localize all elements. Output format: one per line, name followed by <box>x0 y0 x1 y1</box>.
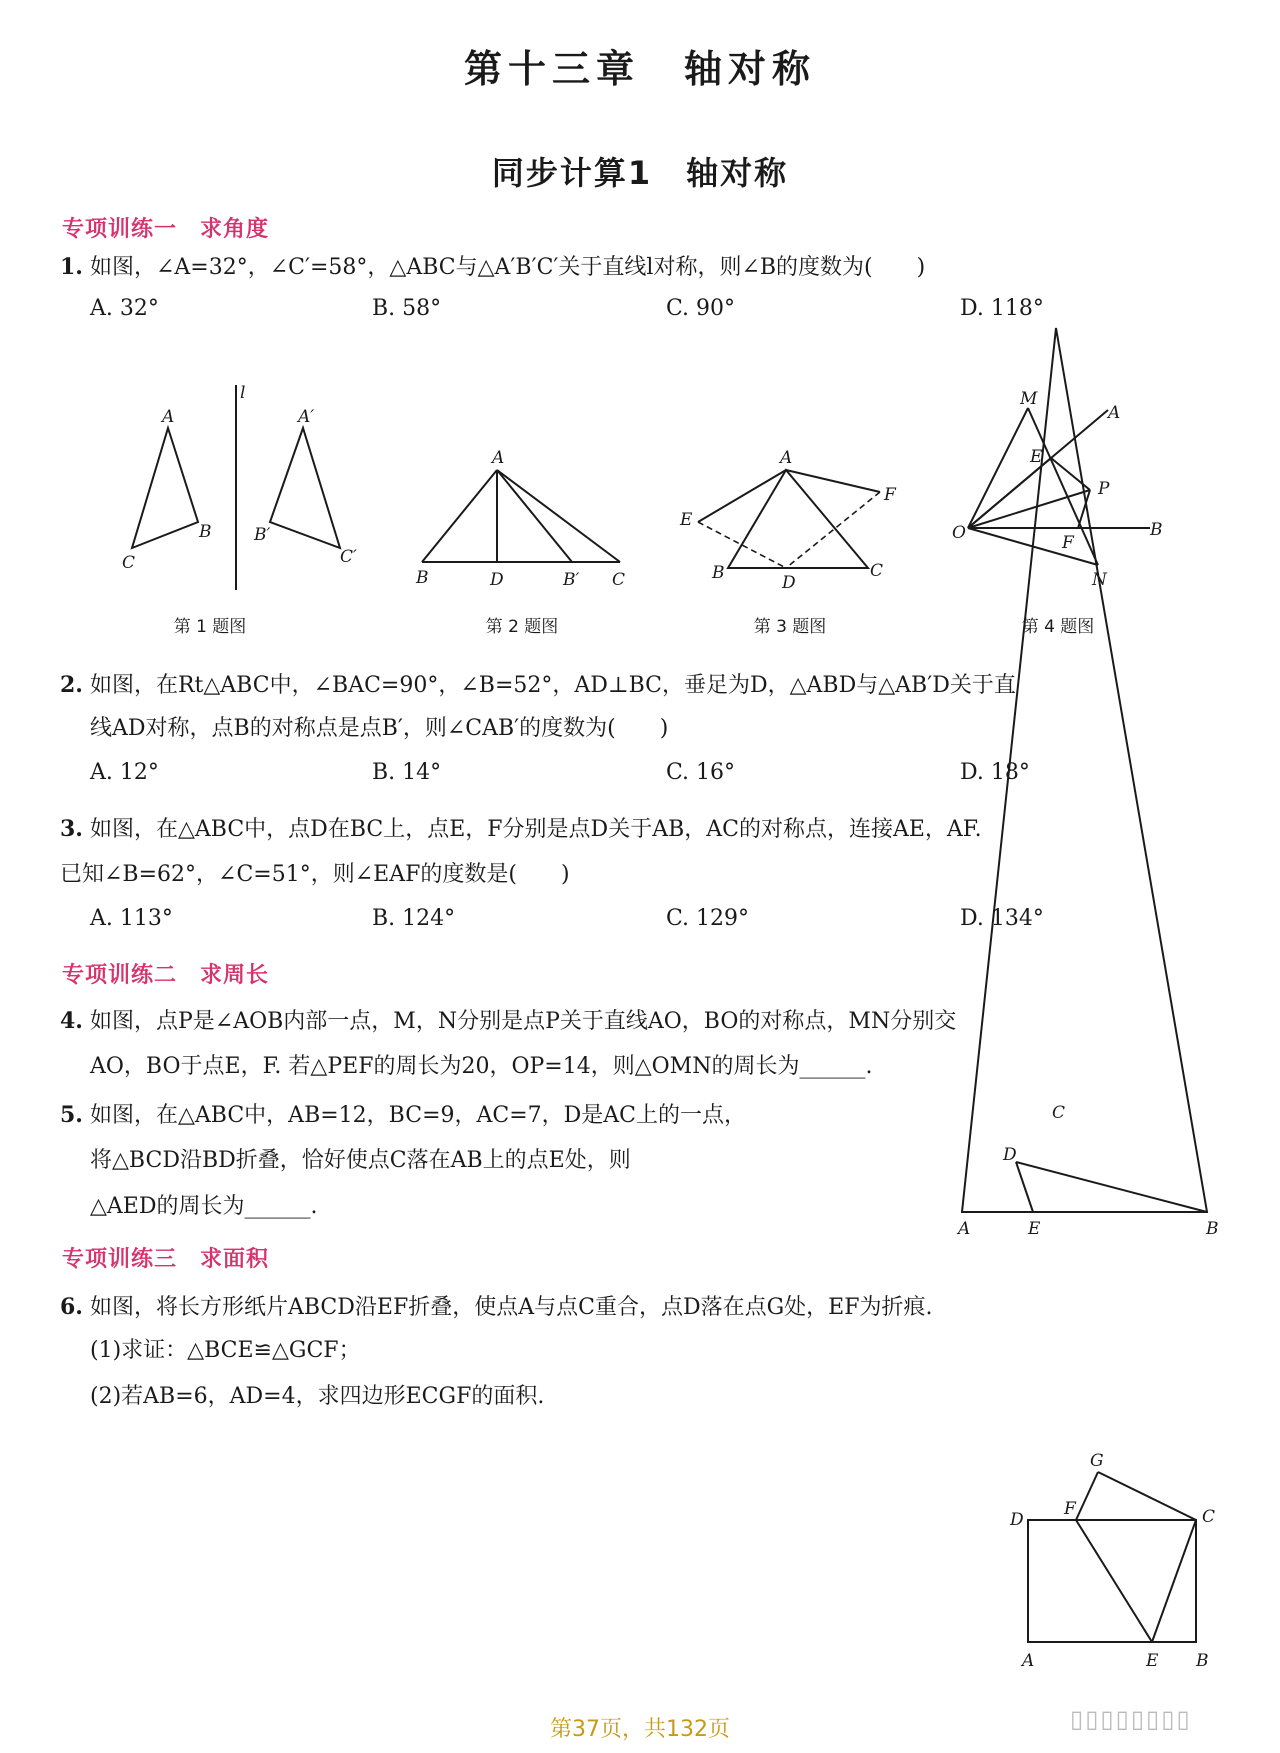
q2-option-c: C. 16° <box>666 760 736 785</box>
question-6-part-1: (1)求证：△BCE≌△GCF； <box>90 1338 361 1363</box>
fig3-label-f: F <box>884 485 896 505</box>
fig6-label-d: D <box>1010 1510 1024 1530</box>
question-4-line-2: AO，BO于点E，F. 若△PEF的周长为20，OP=14，则△OMN的周长为______. <box>90 1054 873 1079</box>
fig1-label-l: l <box>240 383 246 403</box>
fig5-label-c: C <box>1052 1103 1066 1123</box>
fig6-label-f: F <box>1064 1499 1076 1519</box>
fig2-shape <box>422 470 620 562</box>
question-5-line-3: △AED的周长为______. <box>90 1194 318 1219</box>
fig1-triangle-abc-prime <box>270 428 340 548</box>
question-text-line-1: 如图，在△ABC中，点D在BC上，点E，F分别是点D关于AB，AC的对称点，连接AE，AF. <box>89 817 982 842</box>
fig1-label-b: B <box>199 522 212 542</box>
question-text-line-1: 如图，在△ABC中，AB=12，BC=9，AC=7，D是AC上的一点， <box>89 1103 747 1128</box>
fig4-label-m: M <box>1020 389 1038 409</box>
question-3 <box>60 814 982 845</box>
question-5-line-2: 将△BCD沿BD折叠，恰好使点C落在AB上的点E处，则 <box>90 1148 631 1173</box>
figure-4-caption: 第 4 题图 <box>1021 617 1095 637</box>
question-text-line-1: 如图，点P是∠AOB内部一点，M，N分别是点P关于直线AO，BO的对称点，MN分别交 <box>89 1009 957 1034</box>
fig3-label-c: C <box>870 561 884 581</box>
figure-1-caption: 第 1 题图 <box>173 617 247 637</box>
question-text: 如图，∠A=32°，∠C′=58°，△ABC与△A′B′C′关于直线l对称，则∠B的度数为( ) <box>89 255 926 280</box>
fig5-label-a: A <box>958 1219 971 1239</box>
heading-area-practice: 专项训练三 求面积 <box>62 1247 270 1272</box>
fig6-label-c: C <box>1202 1507 1216 1527</box>
question-number: 3. <box>60 816 83 842</box>
fig1-label-b-prime: B′ <box>254 525 271 545</box>
question-text-line-1: 如图，将长方形纸片ABCD沿EF折叠，使点A与点C重合，点D落在点G处，EF为折痕. <box>89 1295 933 1320</box>
q1-option-a: A. 32° <box>90 296 159 321</box>
q3-option-a: A. 113° <box>90 906 173 931</box>
fig4-label-n: N <box>1092 570 1107 590</box>
heading-perimeter-practice: 专项训练二 求周长 <box>62 963 270 988</box>
section-title: 同步计算1 轴对称 <box>491 154 789 192</box>
fig4-label-e: E <box>1030 447 1043 467</box>
q2-option-d: D. 18° <box>960 760 1030 785</box>
fig1-label-a-prime: A′ <box>298 407 315 427</box>
q3-option-c: C. 129° <box>666 906 750 931</box>
fig3-dashed-lines <box>698 492 880 568</box>
figure-2-caption: 第 2 题图 <box>485 617 559 637</box>
question-4 <box>60 1006 956 1037</box>
fig4-label-o: O <box>952 523 966 543</box>
fig3-label-d: D <box>782 573 796 593</box>
q2-option-b: B. 14° <box>372 760 442 785</box>
fig4-label-a: A <box>1108 403 1121 423</box>
figure-3-caption: 第 3 题图 <box>753 617 827 637</box>
fig3-label-a: A <box>780 448 793 468</box>
fig4-label-b: B <box>1150 520 1163 540</box>
question-2 <box>60 670 1016 701</box>
chapter-title: 第十三章 轴对称 <box>463 47 816 91</box>
fig1-label-c: C <box>122 553 136 573</box>
fig6-label-g: G <box>1090 1451 1104 1471</box>
question-6-part-2: (2)若AB=6，AD=4，求四边形ECGF的面积. <box>90 1384 545 1409</box>
fig6-label-a: A <box>1022 1651 1035 1671</box>
fig2-label-a: A <box>492 448 505 468</box>
question-5 <box>60 1100 746 1131</box>
fig2-label-b: B <box>416 568 429 588</box>
question-number: 2. <box>60 672 83 698</box>
question-number: 1. <box>60 254 83 280</box>
question-number: 4. <box>60 1008 83 1034</box>
fig1-label-a: A <box>162 407 175 427</box>
q1-option-b: B. 58° <box>372 296 442 321</box>
heading-angle-practice: 专项训练一 求角度 <box>62 217 270 242</box>
fig2-label-d: D <box>490 570 504 590</box>
fig5-label-e: E <box>1028 1219 1041 1239</box>
fig5-label-d: D <box>1003 1145 1017 1165</box>
fig1-triangle-abc <box>132 428 198 548</box>
q3-option-b: B. 124° <box>372 906 456 931</box>
question-6 <box>60 1292 932 1323</box>
question-number: 5. <box>60 1102 83 1128</box>
fig6-label-e: E <box>1146 1651 1159 1671</box>
page-indicator: 第37页，共132页 <box>550 1717 730 1742</box>
fig2-label-c: C <box>612 570 626 590</box>
q1-option-d: D. 118° <box>960 296 1044 321</box>
question-text-line-1: 如图，在Rt△ABC中，∠BAC=90°，∠B=52°，AD⊥BC，垂足为D，△ABD与△AB′D关于直 <box>89 673 1016 698</box>
watermark: ▯▯▯▯▯▯▯▯ <box>1070 1705 1192 1733</box>
fig6-label-b: B <box>1196 1651 1209 1671</box>
q3-option-d: D. 134° <box>960 906 1044 931</box>
fig3-shape <box>698 470 880 568</box>
fig6-shape <box>1028 1472 1196 1642</box>
fig4-label-p: P <box>1098 479 1110 499</box>
q1-option-c: C. 90° <box>666 296 736 321</box>
question-number: 6. <box>60 1294 83 1320</box>
question-3-line-2: 已知∠B=62°，∠C=51°，则∠EAF的度数是( ) <box>60 862 570 887</box>
fig2-label-b-prime: B′ <box>563 570 580 590</box>
fig3-label-e: E <box>680 510 693 530</box>
question-2-line-2: 线AD对称，点B的对称点是点B′，则∠CAB′的度数为( ) <box>90 716 669 741</box>
fig4-shape <box>968 408 1150 565</box>
fig4-label-f: F <box>1062 533 1074 553</box>
q2-option-a: A. 12° <box>90 760 159 785</box>
fig5-label-b: B <box>1206 1219 1219 1239</box>
fig1-label-c-prime: C′ <box>340 547 357 567</box>
fig3-label-b: B <box>712 563 725 583</box>
